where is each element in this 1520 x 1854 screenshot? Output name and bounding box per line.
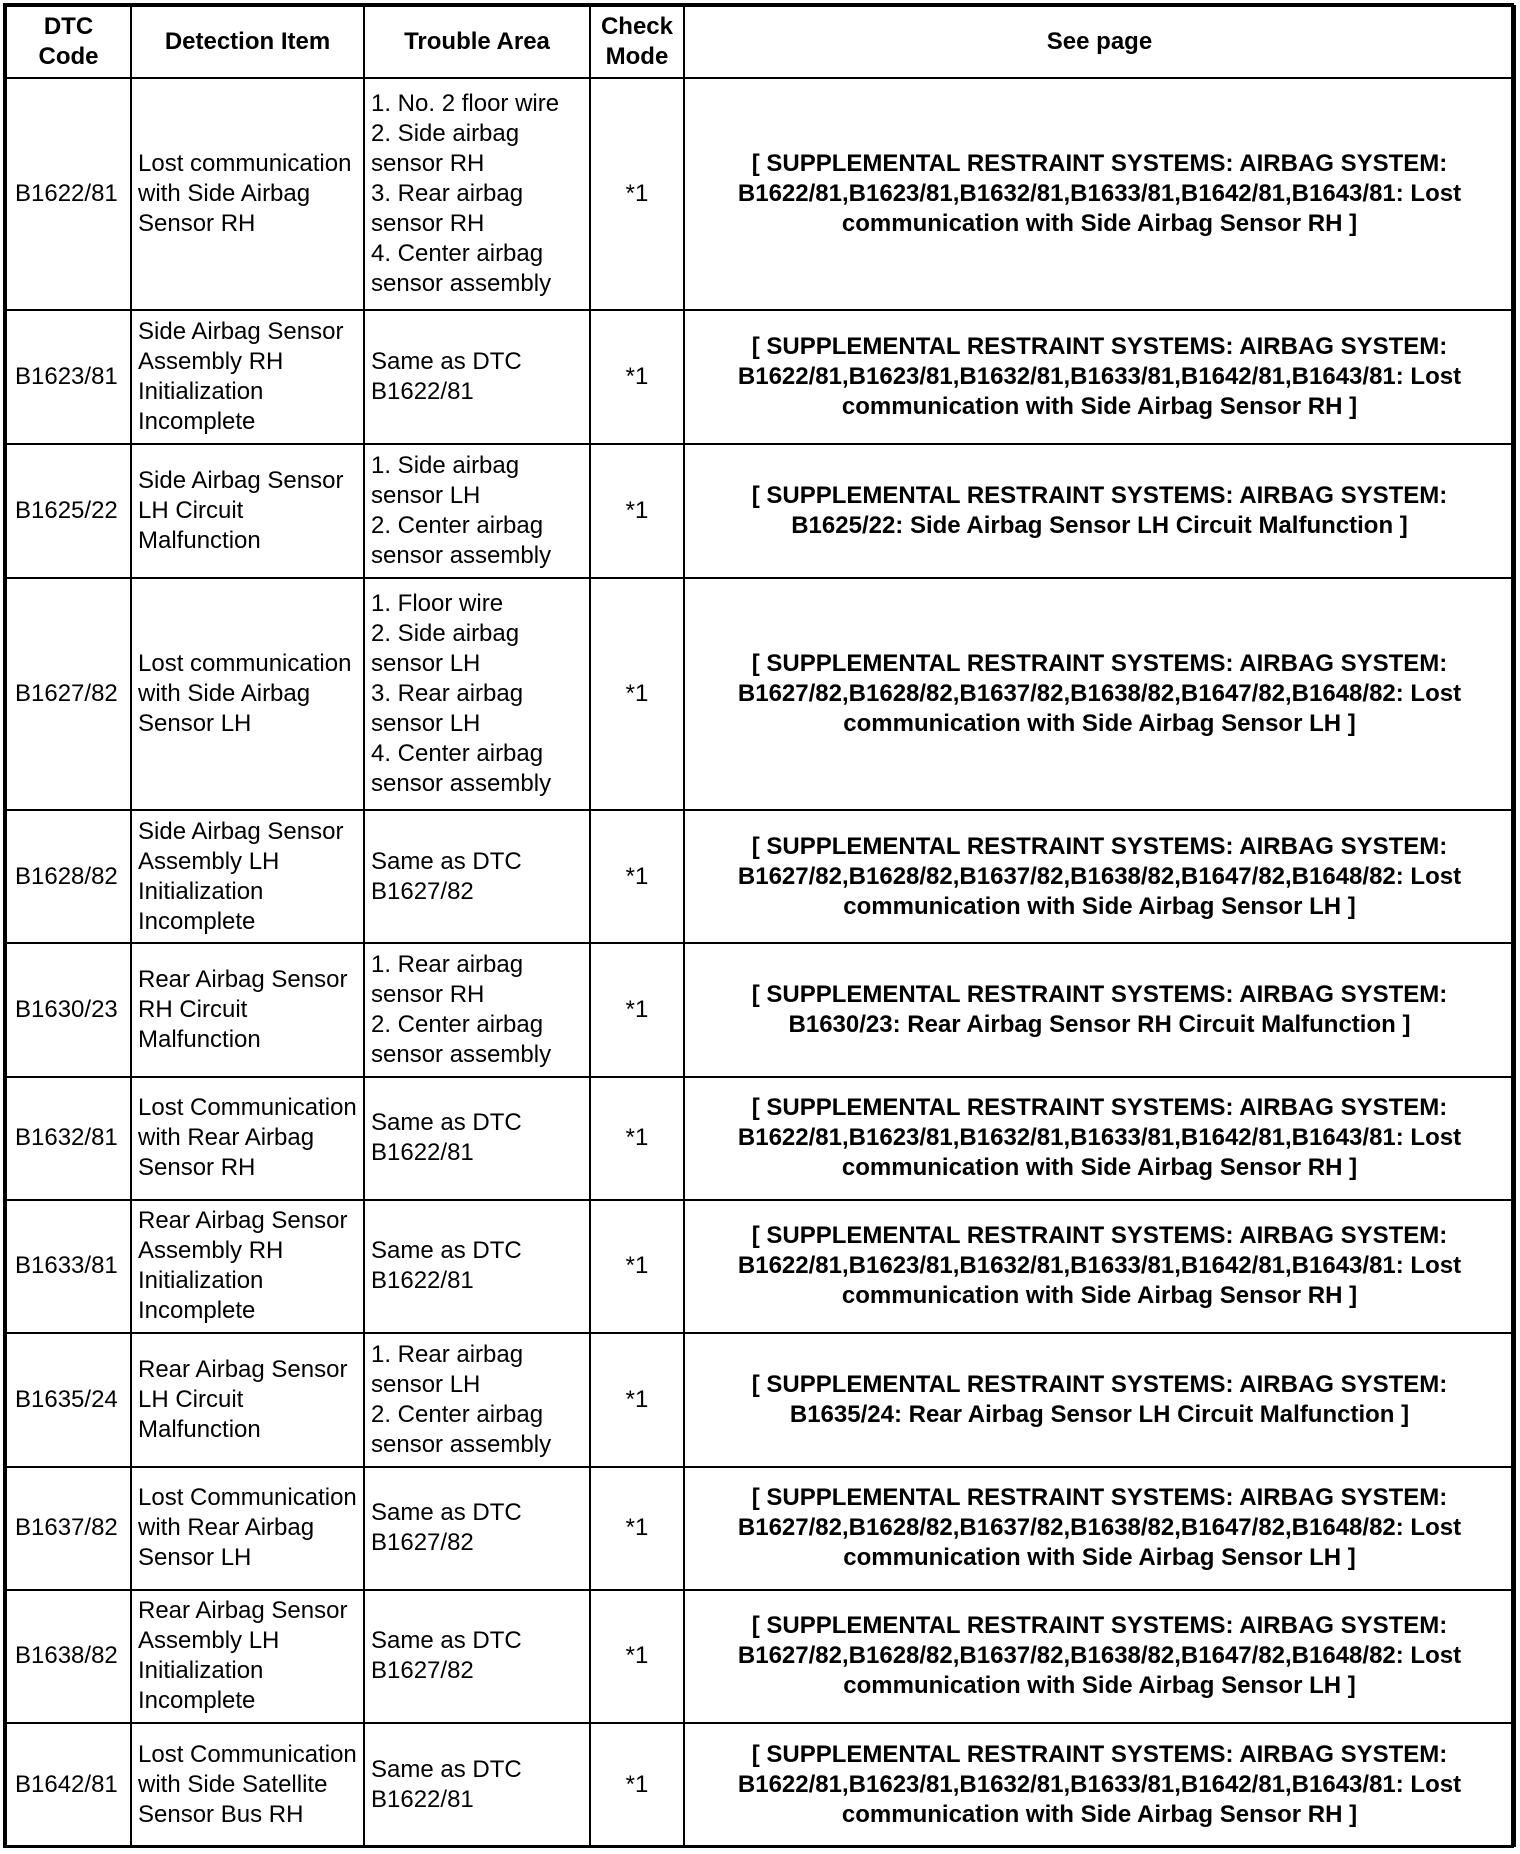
see-page-link[interactable]: [ SUPPLEMENTAL RESTRAINT SYSTEMS: AIRBAG SYSTEM: B1627/82,B1628/82,B1637/82,B1638/82,B1647/82,B1648/82: Lost communication with Side Airbag Sensor LH ]: [684, 1467, 1515, 1590]
header-see-page: See page: [684, 6, 1515, 78]
detection-item-cell: Rear Airbag Sensor Assembly LH Initialization Incomplete: [131, 1590, 364, 1724]
dtc-code-cell: B1633/81: [6, 1200, 131, 1334]
trouble-area-line: 2. Center airbag sensor assembly: [371, 1011, 552, 1069]
check-mode-cell: *1: [590, 444, 684, 578]
header-check-mode: [590, 6, 684, 78]
see-page-link[interactable]: [ SUPPLEMENTAL RESTRAINT SYSTEMS: AIRBAG SYSTEM: B1622/81,B1623/81,B1632/81,B1633/81,B1642/81,B1643/81: Lost communication with Side Airbag Sensor RH ]: [684, 310, 1515, 444]
trouble-area-cell: [364, 810, 590, 944]
detection-item-cell: Side Airbag Sensor Assembly RH Initialization Incomplete: [131, 310, 364, 444]
table-row: [6, 310, 1515, 444]
table-row: [6, 444, 1515, 578]
header-check-mode-line: Mode: [605, 43, 669, 70]
table-row: [6, 810, 1515, 944]
check-mode-cell: *1: [590, 1200, 684, 1334]
detection-item-cell: Lost communication with Side Airbag Sensor RH: [131, 78, 364, 310]
see-page-link[interactable]: [ SUPPLEMENTAL RESTRAINT SYSTEMS: AIRBAG SYSTEM: B1622/81,B1623/81,B1632/81,B1633/81,B1642/81,B1643/81: Lost communication with Side Airbag Sensor RH ]: [684, 78, 1515, 310]
trouble-area-line: 1. Rear airbag sensor LH: [371, 1341, 524, 1399]
trouble-area-line: 1. Side airbag sensor LH: [371, 451, 520, 509]
check-mode-cell: *1: [590, 810, 684, 944]
dtc-code-cell: B1632/81: [6, 1077, 131, 1200]
detection-item-cell: Rear Airbag Sensor RH Circuit Malfunction: [131, 943, 364, 1077]
trouble-area-line: 2. Side airbag sensor LH: [371, 619, 520, 677]
trouble-area-cell: [364, 1723, 590, 1846]
see-page-link[interactable]: [ SUPPLEMENTAL RESTRAINT SYSTEMS: AIRBAG SYSTEM: B1635/24: Rear Airbag Sensor LH Circuit Malfunction ]: [684, 1333, 1515, 1467]
trouble-area-line: 2. Side airbag sensor RH: [371, 120, 520, 178]
trouble-area-line: Same as DTC B1622/81: [371, 1755, 522, 1813]
trouble-area-cell: [364, 1333, 590, 1467]
detection-item-cell: Rear Airbag Sensor LH Circuit Malfunction: [131, 1333, 364, 1467]
trouble-area-line: Same as DTC B1622/81: [371, 1237, 522, 1295]
table-row: [6, 1467, 1515, 1590]
dtc-code-cell: B1625/22: [6, 444, 131, 578]
trouble-area-line: Same as DTC B1627/82: [371, 1627, 522, 1685]
dtc-code-cell: B1642/81: [6, 1723, 131, 1846]
trouble-area-line: 1. Rear airbag sensor RH: [371, 951, 524, 1009]
table-row: [6, 1333, 1515, 1467]
header-dtc-code-line: Code: [38, 43, 99, 70]
dtc-code-cell: B1638/82: [6, 1590, 131, 1724]
see-page-link[interactable]: [ SUPPLEMENTAL RESTRAINT SYSTEMS: AIRBAG SYSTEM: B1622/81,B1623/81,B1632/81,B1633/81,B1642/81,B1643/81: Lost communication with Side Airbag Sensor RH ]: [684, 1077, 1515, 1200]
check-mode-cell: *1: [590, 1590, 684, 1724]
table-row: [6, 1723, 1515, 1846]
trouble-area-line: 4. Center airbag sensor assembly: [371, 240, 552, 298]
dtc-code-cell: B1623/81: [6, 310, 131, 444]
trouble-area-line: 1. Floor wire: [371, 589, 504, 617]
dtc-code-cell: B1630/23: [6, 943, 131, 1077]
trouble-area-line: 4. Center airbag sensor assembly: [371, 739, 552, 797]
detection-item-cell: Lost Communication with Rear Airbag Sensor LH: [131, 1467, 364, 1590]
trouble-area-line: 3. Rear airbag sensor RH: [371, 180, 524, 238]
see-page-link[interactable]: [ SUPPLEMENTAL RESTRAINT SYSTEMS: AIRBAG SYSTEM: B1630/23: Rear Airbag Sensor RH Circuit Malfunction ]: [684, 943, 1515, 1077]
see-page-link[interactable]: [ SUPPLEMENTAL RESTRAINT SYSTEMS: AIRBAG SYSTEM: B1622/81,B1623/81,B1632/81,B1633/81,B1642/81,B1643/81: Lost communication with Side Airbag Sensor RH ]: [684, 1723, 1515, 1846]
trouble-area-line: 2. Center airbag sensor assembly: [371, 1401, 552, 1459]
header-dtc-code: [6, 6, 131, 78]
detection-item-cell: Lost communication with Side Airbag Sensor LH: [131, 578, 364, 810]
trouble-area-cell: [364, 943, 590, 1077]
trouble-area-line: 1. No. 2 floor wire: [371, 90, 560, 118]
trouble-area-cell: [364, 444, 590, 578]
see-page-link[interactable]: [ SUPPLEMENTAL RESTRAINT SYSTEMS: AIRBAG SYSTEM: B1627/82,B1628/82,B1637/82,B1638/82,B1647/82,B1648/82: Lost communication with Side Airbag Sensor LH ]: [684, 578, 1515, 810]
dtc-code-cell: B1627/82: [6, 578, 131, 810]
see-page-link[interactable]: [ SUPPLEMENTAL RESTRAINT SYSTEMS: AIRBAG SYSTEM: B1627/82,B1628/82,B1637/82,B1638/82,B1647/82,B1648/82: Lost communication with Side Airbag Sensor LH ]: [684, 1590, 1515, 1724]
trouble-area-cell: [364, 1200, 590, 1334]
table-row: [6, 1200, 1515, 1334]
table-row: [6, 1077, 1515, 1200]
table-row: [6, 578, 1515, 810]
check-mode-cell: *1: [590, 943, 684, 1077]
dtc-code-cell: B1622/81: [6, 78, 131, 310]
header-trouble-area: Trouble Area: [364, 6, 590, 78]
check-mode-cell: *1: [590, 310, 684, 444]
trouble-area-cell: [364, 78, 590, 310]
check-mode-cell: *1: [590, 1723, 684, 1846]
check-mode-cell: *1: [590, 1467, 684, 1590]
see-page-link[interactable]: [ SUPPLEMENTAL RESTRAINT SYSTEMS: AIRBAG SYSTEM: B1627/82,B1628/82,B1637/82,B1638/82,B1647/82,B1648/82: Lost communication with Side Airbag Sensor LH ]: [684, 810, 1515, 944]
dtc-table: [5, 5, 1516, 1847]
trouble-area-line: 2. Center airbag sensor assembly: [371, 511, 552, 569]
detection-item-cell: Lost Communication with Rear Airbag Sensor RH: [131, 1077, 364, 1200]
trouble-area-cell: [364, 578, 590, 810]
trouble-area-line: 3. Rear airbag sensor LH: [371, 679, 524, 737]
trouble-area-line: Same as DTC B1627/82: [371, 1499, 522, 1557]
trouble-area-cell: [364, 1467, 590, 1590]
check-mode-cell: *1: [590, 1333, 684, 1467]
trouble-area-cell: [364, 1077, 590, 1200]
check-mode-cell: *1: [590, 1077, 684, 1200]
trouble-area-line: Same as DTC B1627/82: [371, 847, 522, 905]
trouble-area-line: Same as DTC B1622/81: [371, 348, 522, 406]
trouble-area-line: Same as DTC B1622/81: [371, 1109, 522, 1167]
check-mode-cell: *1: [590, 78, 684, 310]
detection-item-cell: Lost Communication with Side Satellite Sensor Bus RH: [131, 1723, 364, 1846]
table-row: [6, 78, 1515, 310]
detection-item-cell: Side Airbag Sensor Assembly LH Initialization Incomplete: [131, 810, 364, 944]
see-page-link[interactable]: [ SUPPLEMENTAL RESTRAINT SYSTEMS: AIRBAG SYSTEM: B1625/22: Side Airbag Sensor LH Circuit Malfunction ]: [684, 444, 1515, 578]
header-check-mode-line: Check: [600, 13, 674, 40]
trouble-area-cell: [364, 1590, 590, 1724]
table-header-row: [6, 6, 1515, 78]
check-mode-cell: *1: [590, 578, 684, 810]
header-detection-item: Detection Item: [131, 6, 364, 78]
trouble-area-cell: [364, 310, 590, 444]
dtc-code-cell: B1635/24: [6, 1333, 131, 1467]
see-page-link[interactable]: [ SUPPLEMENTAL RESTRAINT SYSTEMS: AIRBAG SYSTEM: B1622/81,B1623/81,B1632/81,B1633/81,B1642/81,B1643/81: Lost communication with Side Airbag Sensor RH ]: [684, 1200, 1515, 1334]
detection-item-cell: Rear Airbag Sensor Assembly RH Initialization Incomplete: [131, 1200, 364, 1334]
table-row: [6, 943, 1515, 1077]
header-dtc-code-line: DTC: [43, 13, 94, 40]
dtc-code-cell: B1628/82: [6, 810, 131, 944]
detection-item-cell: Side Airbag Sensor LH Circuit Malfunction: [131, 444, 364, 578]
table-row: [6, 1590, 1515, 1724]
dtc-code-cell: B1637/82: [6, 1467, 131, 1590]
